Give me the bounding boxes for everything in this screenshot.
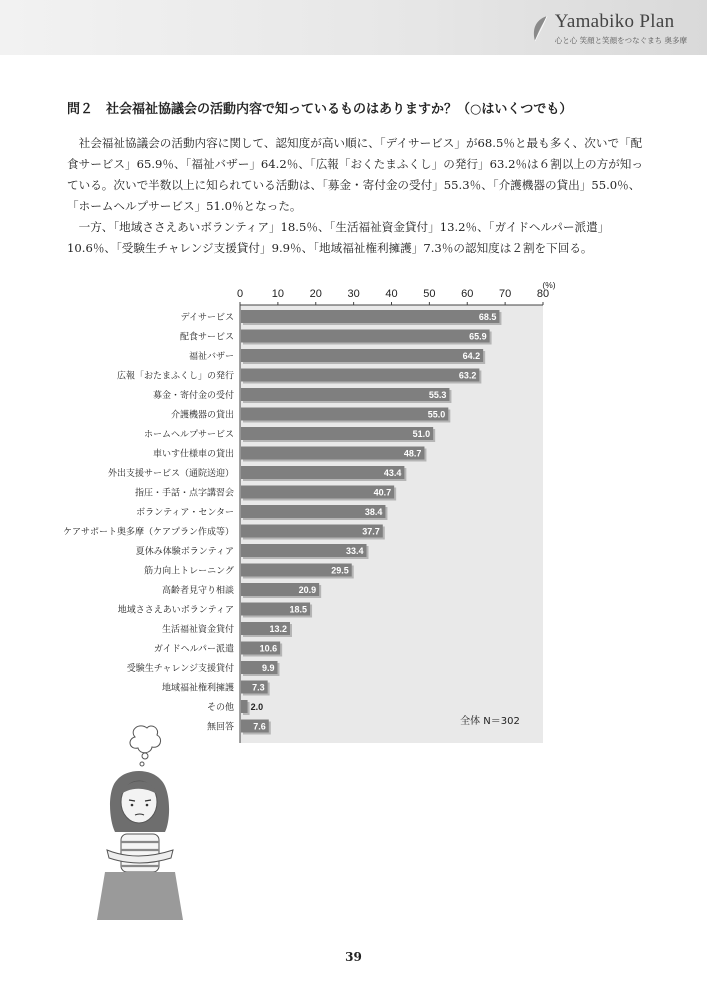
bar <box>241 700 248 713</box>
category-label: デイサービス <box>180 313 234 323</box>
value-label: 18.5 <box>289 604 308 615</box>
category-label: 筋力向上トレーニング <box>144 566 234 577</box>
category-label: その他 <box>206 703 234 713</box>
x-tick-label: 30 <box>347 288 360 300</box>
value-label: 38.4 <box>364 507 383 517</box>
value-label: 9.9 <box>261 663 275 673</box>
thinking-woman-illustration <box>85 720 195 920</box>
category-label: 指圧・手話・点字講習会 <box>134 488 234 499</box>
category-label: 福祉バザー <box>188 352 234 362</box>
bar <box>241 447 424 460</box>
body-text <box>67 133 647 259</box>
category-label: 広報「おたまふくし」の発行 <box>116 371 234 382</box>
bar <box>241 408 448 421</box>
category-label: 地域福祉権利擁護 <box>161 683 234 694</box>
bar <box>241 388 449 401</box>
brand-block <box>529 12 687 46</box>
category-label: 夏休み体験ボランティア <box>135 547 234 557</box>
x-tick-label: 50 <box>423 288 436 300</box>
x-tick-label: 40 <box>385 288 398 300</box>
x-tick-label: 60 <box>461 288 474 300</box>
value-label: 10.6 <box>259 643 278 654</box>
x-tick-label: 70 <box>499 288 512 300</box>
value-label: 55.3 <box>428 390 447 400</box>
value-label: 13.2 <box>269 624 287 634</box>
category-label: ボランティア・センター <box>136 508 234 518</box>
value-label: 37.7 <box>362 526 380 537</box>
bar <box>241 310 499 323</box>
value-label: 68.5 <box>478 312 497 322</box>
value-label: 7.6 <box>253 721 266 732</box>
value-label: 48.7 <box>403 448 422 459</box>
category-label: 生活福祉資金貸付 <box>161 625 234 635</box>
category-label: 高齢者見守り相談 <box>161 586 234 596</box>
x-tick-label: 10 <box>271 288 284 300</box>
category-label: 無回答 <box>206 722 234 733</box>
category-label: 外出支援サービス（通院送迎） <box>107 469 234 479</box>
value-label: 40.7 <box>373 487 392 498</box>
category-label: 配食サービス <box>179 332 234 343</box>
x-tick-label: 20 <box>309 288 322 300</box>
value-label: 2.0 <box>250 702 264 712</box>
value-label: 63.2 <box>458 370 477 381</box>
brand-tagline: 心と心 笑顔と笑顔をつなぐまち 奥多摩 <box>554 36 687 45</box>
category-label: 介護機器の貸出 <box>170 410 234 421</box>
leaf-logo-icon <box>529 14 551 44</box>
paragraph-2: 一方、「地域ささえあいボランティア」18.5％、「生活福祉資金貸付」13.2％、「ガイドヘルパー派遣」10.6％、「受験生チャレンジ支援貸付」9.9％、「地域福祉権利擁護」7.3％の認知度は２割を下回る。 <box>67 220 610 255</box>
question-heading: 問２ 社会福祉協議会の活動内容で知っているものはありますか？（○はいくつでも） <box>67 102 573 117</box>
bar <box>241 330 490 343</box>
sample-size-note: 全体 N＝302 <box>460 716 520 727</box>
value-label: 29.5 <box>331 565 349 576</box>
x-tick-label: 80 <box>536 288 550 300</box>
value-label: 51.0 <box>412 429 431 439</box>
bar <box>241 466 404 479</box>
category-label: ケアサポート奥多摩（ケアプラン作成等） <box>62 527 234 538</box>
value-label: 64.2 <box>462 351 481 361</box>
bar <box>241 427 433 440</box>
category-label: 車いす仕様車の貸出 <box>152 449 234 460</box>
category-label: 地域ささえあいボランティア <box>117 605 234 616</box>
category-label: 受験生チャレンジ支援貸付 <box>126 664 234 674</box>
category-label: ガイドヘルパー派遣 <box>153 644 234 655</box>
value-label: 55.0 <box>427 409 446 420</box>
value-label: 65.9 <box>469 331 487 342</box>
bar <box>241 505 385 518</box>
value-label: 33.4 <box>345 546 364 556</box>
awareness-bar-chart <box>0 275 707 745</box>
value-label: 7.3 <box>252 682 265 693</box>
value-label: 43.4 <box>383 468 402 478</box>
x-unit-label: (%) <box>542 280 556 290</box>
bar <box>241 369 479 382</box>
paragraph-1: 社会福祉協議会の活動内容に関して、認知度が高い順に、「デイサービス」が68.5％と最も多く、次いで「配食サービス」65.9％、「福祉バザー」64.2％、「広報「おくたまふくし」の発行」63.2％は６割以上の方が知っている。次いで半数以上に知られている活動は、「募金・寄付金の受付」55.3％、「介護機器の貸出」55.0％、「ホームヘルプサービス」51.0％となった。 <box>67 136 643 213</box>
category-label: 募金・寄付金の受付 <box>152 391 234 401</box>
brand-name: Yamabiko Plan <box>554 11 675 32</box>
x-tick-label: 0 <box>236 288 244 300</box>
category-label: ホームヘルプサービス <box>143 430 234 440</box>
value-label: 20.9 <box>298 585 317 595</box>
page-number: 39 <box>345 950 362 964</box>
bar <box>241 486 394 499</box>
bar <box>241 349 483 362</box>
